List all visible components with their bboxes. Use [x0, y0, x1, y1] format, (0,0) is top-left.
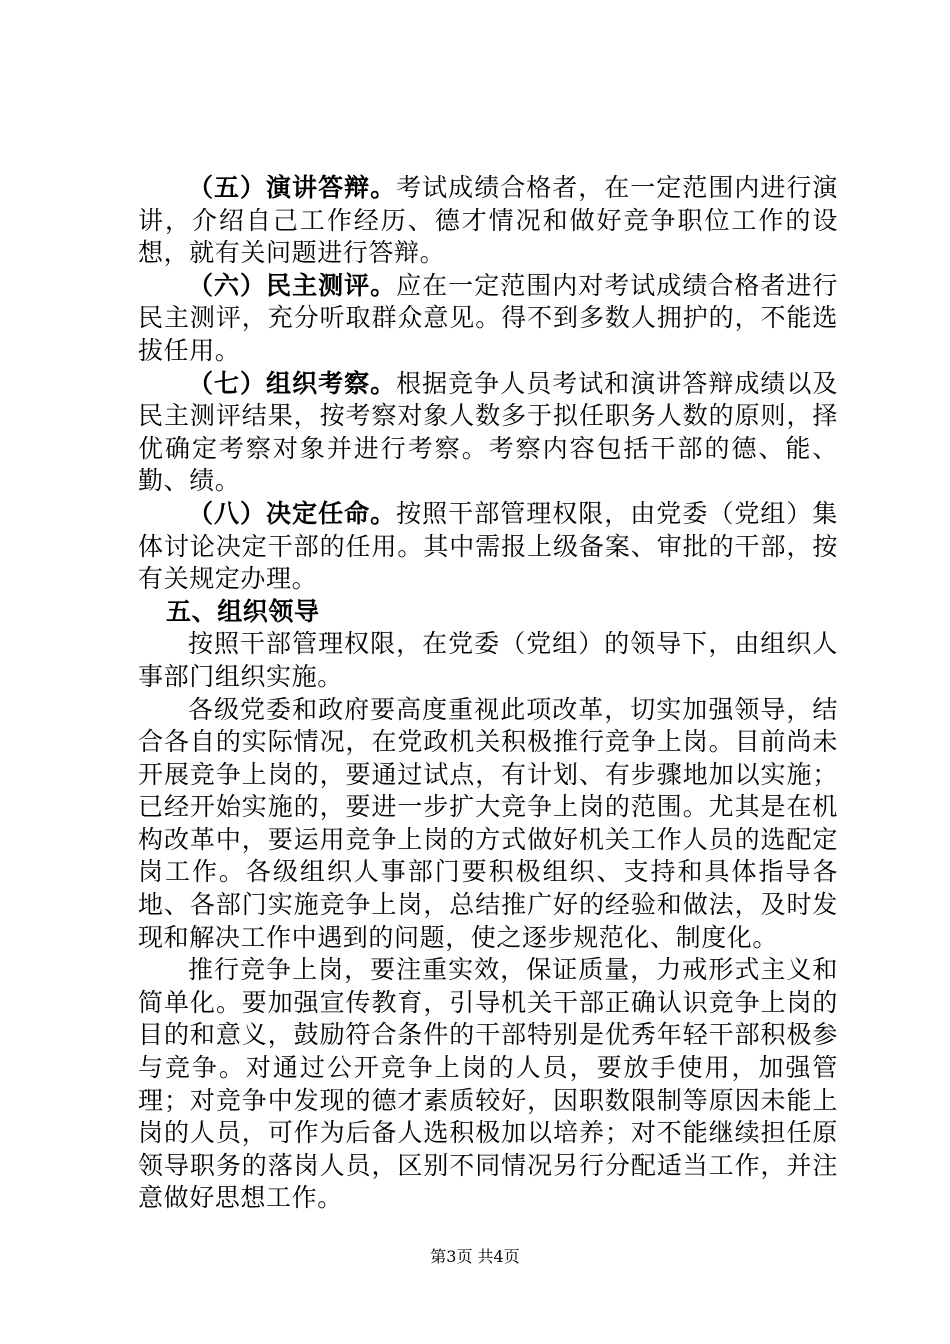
page-footer: 第3页 共4页 — [430, 1247, 520, 1266]
paragraph: 按照干部管理权限，在党委（党组）的领导下，由组织人事部门组织实施。 — [138, 629, 838, 691]
section-eight-head: （八）决定任命。 — [188, 498, 397, 528]
section-five — [138, 172, 838, 270]
section-five-body: 考试成绩合格者，在一定范围内进行演讲，介绍自己工作经历、德才情况和做好竞争职位工作的设想，就有关问题进行答辩。 — [138, 173, 838, 268]
document-body — [138, 172, 838, 1215]
chapter-heading: 五、组织领导 — [166, 596, 320, 626]
section-seven — [138, 368, 838, 498]
section-six-body: 应在一定范围内对考试成绩合格者进行民主测评，充分听取群众意见。得不到多数人拥护的，不能选拔任用。 — [138, 270, 838, 365]
section-eight — [138, 498, 838, 596]
section-six — [138, 270, 838, 368]
section-eight-body: 按照干部管理权限，由党委（党组）集体讨论决定干部的任用。其中需报上级备案、审批的干部，按有关规定办理。 — [138, 498, 838, 594]
paragraph: 推行竞争上岗，要注重实效，保证质量，力戒形式主义和简单化。要加强宣传教育，引导机关干部正确认识竞争上岗的目的和意义，鼓励符合条件的干部特别是优秀年轻干部积极参与竞争。对通过公开竞争上岗的人员，要放手使用，加强管理；对竞争中发现的德才素质较好，因职数限制等原因未能上岗的人员，可作为后备人选积极加以培养；对不能继续担任原领导职务的落岗人员，区别不同情况另行分配适当工作，并注意做好思想工作。 — [138, 955, 838, 1213]
section-seven-body: 根据竞争人员考试和演讲答辩成绩以及民主测评结果，按考察对象人数多于拟任职务人数的原则，择优确定考察对象并进行考察。考察内容包括干部的德、能、勤、绩。 — [138, 368, 838, 496]
paragraph: 各级党委和政府要高度重视此项改革，切实加强领导，结合各自的实际情况，在党政机关积极推行竞争上岗。目前尚未开展竞争上岗的，要通过试点，有计划、有步骤地加以实施；已经开始实施的，要进一步扩大竞争上岗的范围。尤其是在机构改革中，要运用竞争上岗的方式做好机关工作人员的选配定岗工作。各级组织人事部门要积极组织、支持和具体指导各地、各部门实施竞争上岗，总结推广好的经验和做法，及时发现和解决工作中遇到的问题，使之逐步规范化、制度化。 — [138, 694, 838, 952]
section-seven-head: （七）组织考察。 — [188, 368, 397, 398]
section-five-head: （五）演讲答辩。 — [188, 173, 397, 202]
section-six-head: （六）民主测评。 — [188, 270, 397, 300]
